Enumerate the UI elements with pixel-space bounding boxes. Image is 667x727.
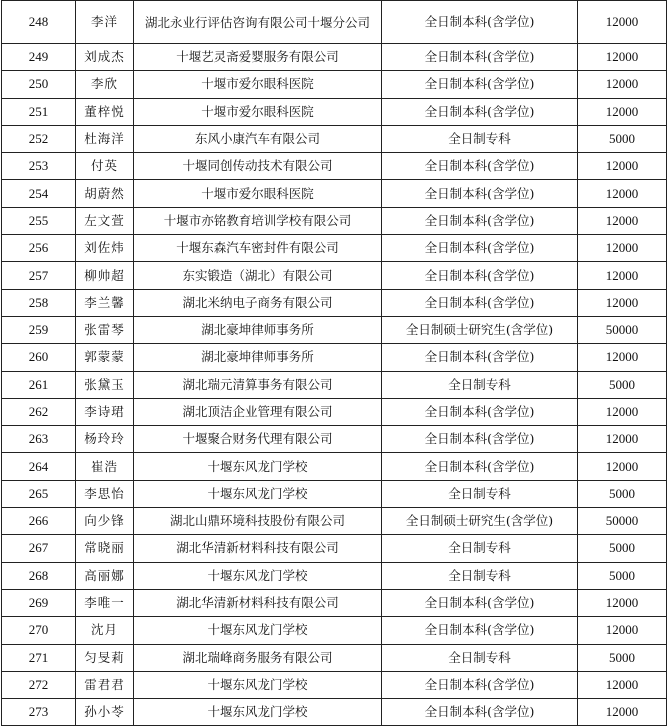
subsidy-table bbox=[1, 0, 667, 726]
row-number: 262 bbox=[2, 398, 76, 425]
person-name: 崔浩 bbox=[76, 453, 134, 480]
person-name: 常晓丽 bbox=[76, 535, 134, 562]
person-name: 匀旻莉 bbox=[76, 644, 134, 671]
employer-name: 湖北永业行评估咨询有限公司十堰分公司 bbox=[134, 1, 382, 44]
row-number: 270 bbox=[2, 617, 76, 644]
education-level: 全日制本科(含学位) bbox=[382, 71, 578, 98]
education-level: 全日制硕士研究生(含学位) bbox=[382, 316, 578, 343]
row-number: 272 bbox=[2, 671, 76, 698]
education-level: 全日制本科(含学位) bbox=[382, 426, 578, 453]
row-number: 250 bbox=[2, 71, 76, 98]
person-name: 付英 bbox=[76, 153, 134, 180]
row-number: 269 bbox=[2, 589, 76, 616]
table-row bbox=[2, 426, 667, 453]
employer-name: 湖北豪坤律师事务所 bbox=[134, 316, 382, 343]
person-name: 张黛玉 bbox=[76, 371, 134, 398]
row-number: 256 bbox=[2, 235, 76, 262]
person-name: 雷君君 bbox=[76, 671, 134, 698]
person-name: 李欣 bbox=[76, 71, 134, 98]
subsidy-amount: 12000 bbox=[578, 398, 667, 425]
subsidy-amount: 12000 bbox=[578, 1, 667, 44]
education-level: 全日制本科(含学位) bbox=[382, 235, 578, 262]
table-row bbox=[2, 235, 667, 262]
subsidy-amount: 12000 bbox=[578, 262, 667, 289]
subsidy-amount: 12000 bbox=[578, 453, 667, 480]
subsidy-amount: 12000 bbox=[578, 207, 667, 234]
row-number: 257 bbox=[2, 262, 76, 289]
table-row bbox=[2, 699, 667, 726]
employer-name: 湖北顶洁企业管理有限公司 bbox=[134, 398, 382, 425]
table-row bbox=[2, 344, 667, 371]
table-row bbox=[2, 316, 667, 343]
employer-name: 十堰东风龙门学校 bbox=[134, 617, 382, 644]
person-name: 董梓悦 bbox=[76, 98, 134, 125]
row-number: 258 bbox=[2, 289, 76, 316]
table-row bbox=[2, 1, 667, 44]
employer-name: 十堰东风龙门学校 bbox=[134, 480, 382, 507]
education-level: 全日制本科(含学位) bbox=[382, 453, 578, 480]
row-number: 248 bbox=[2, 1, 76, 44]
row-number: 263 bbox=[2, 426, 76, 453]
row-number: 259 bbox=[2, 316, 76, 343]
person-name: 郭蒙蒙 bbox=[76, 344, 134, 371]
person-name: 高丽娜 bbox=[76, 562, 134, 589]
education-level: 全日制专科 bbox=[382, 480, 578, 507]
subsidy-amount: 12000 bbox=[578, 617, 667, 644]
education-level: 全日制本科(含学位) bbox=[382, 589, 578, 616]
education-level: 全日制本科(含学位) bbox=[382, 699, 578, 726]
table-row bbox=[2, 617, 667, 644]
table-row bbox=[2, 289, 667, 316]
subsidy-amount: 50000 bbox=[578, 508, 667, 535]
person-name: 刘成杰 bbox=[76, 44, 134, 71]
employer-name: 湖北瑞峰商务服务有限公司 bbox=[134, 644, 382, 671]
row-number: 268 bbox=[2, 562, 76, 589]
person-name: 李兰馨 bbox=[76, 289, 134, 316]
education-level: 全日制专科 bbox=[382, 371, 578, 398]
education-level: 全日制本科(含学位) bbox=[382, 617, 578, 644]
person-name: 孙小苓 bbox=[76, 699, 134, 726]
employer-name: 湖北华清新材料科技有限公司 bbox=[134, 589, 382, 616]
employer-name: 东风小康汽车有限公司 bbox=[134, 125, 382, 152]
row-number: 251 bbox=[2, 98, 76, 125]
subsidy-amount: 12000 bbox=[578, 289, 667, 316]
employer-name: 湖北米纳电子商务有限公司 bbox=[134, 289, 382, 316]
employer-name: 十堰市爱尔眼科医院 bbox=[134, 98, 382, 125]
employer-name: 湖北瑞元清算事务有限公司 bbox=[134, 371, 382, 398]
subsidy-amount: 12000 bbox=[578, 153, 667, 180]
education-level: 全日制本科(含学位) bbox=[382, 44, 578, 71]
table-row bbox=[2, 125, 667, 152]
table-row bbox=[2, 562, 667, 589]
employer-name: 十堰东风龙门学校 bbox=[134, 671, 382, 698]
table-row bbox=[2, 71, 667, 98]
row-number: 255 bbox=[2, 207, 76, 234]
subsidy-amount: 12000 bbox=[578, 98, 667, 125]
subsidy-amount: 12000 bbox=[578, 235, 667, 262]
education-level: 全日制本科(含学位) bbox=[382, 262, 578, 289]
person-name: 张雷琴 bbox=[76, 316, 134, 343]
employer-name: 十堰东风龙门学校 bbox=[134, 699, 382, 726]
table-row bbox=[2, 262, 667, 289]
education-level: 全日制本科(含学位) bbox=[382, 98, 578, 125]
table-row bbox=[2, 535, 667, 562]
person-name: 李唯一 bbox=[76, 589, 134, 616]
row-number: 252 bbox=[2, 125, 76, 152]
education-level: 全日制专科 bbox=[382, 535, 578, 562]
employer-name: 十堰聚合财务代理有限公司 bbox=[134, 426, 382, 453]
education-level: 全日制本科(含学位) bbox=[382, 344, 578, 371]
table-row bbox=[2, 371, 667, 398]
subsidy-amount: 12000 bbox=[578, 671, 667, 698]
education-level: 全日制本科(含学位) bbox=[382, 671, 578, 698]
person-name: 向少锋 bbox=[76, 508, 134, 535]
person-name: 杜海洋 bbox=[76, 125, 134, 152]
row-number: 273 bbox=[2, 699, 76, 726]
employer-name: 十堰市爱尔眼科医院 bbox=[134, 180, 382, 207]
employer-name: 十堰市爱尔眼科医院 bbox=[134, 71, 382, 98]
education-level: 全日制本科(含学位) bbox=[382, 398, 578, 425]
subsidy-amount: 12000 bbox=[578, 699, 667, 726]
person-name: 李洋 bbox=[76, 1, 134, 44]
employer-name: 十堰市亦铭教育培训学校有限公司 bbox=[134, 207, 382, 234]
person-name: 胡蔚然 bbox=[76, 180, 134, 207]
table-row bbox=[2, 644, 667, 671]
subsidy-amount: 5000 bbox=[578, 535, 667, 562]
person-name: 刘佐炜 bbox=[76, 235, 134, 262]
row-number: 261 bbox=[2, 371, 76, 398]
table-row bbox=[2, 98, 667, 125]
row-number: 267 bbox=[2, 535, 76, 562]
subsidy-amount: 12000 bbox=[578, 344, 667, 371]
employer-name: 湖北山鼎环境科技股份有限公司 bbox=[134, 508, 382, 535]
table-row bbox=[2, 180, 667, 207]
row-number: 265 bbox=[2, 480, 76, 507]
employer-name: 十堰东风龙门学校 bbox=[134, 453, 382, 480]
education-level: 全日制硕士研究生(含学位) bbox=[382, 508, 578, 535]
table-row bbox=[2, 589, 667, 616]
row-number: 253 bbox=[2, 153, 76, 180]
person-name: 李诗珺 bbox=[76, 398, 134, 425]
employer-name: 湖北豪坤律师事务所 bbox=[134, 344, 382, 371]
table-row bbox=[2, 207, 667, 234]
row-number: 254 bbox=[2, 180, 76, 207]
education-level: 全日制本科(含学位) bbox=[382, 153, 578, 180]
subsidy-amount: 12000 bbox=[578, 589, 667, 616]
education-level: 全日制本科(含学位) bbox=[382, 207, 578, 234]
employer-name: 十堰东森汽车密封件有限公司 bbox=[134, 235, 382, 262]
education-level: 全日制专科 bbox=[382, 125, 578, 152]
table-body bbox=[2, 1, 667, 726]
education-level: 全日制本科(含学位) bbox=[382, 180, 578, 207]
employer-name: 十堰同创传动技术有限公司 bbox=[134, 153, 382, 180]
row-number: 260 bbox=[2, 344, 76, 371]
employer-name: 湖北华清新材料科技有限公司 bbox=[134, 535, 382, 562]
table-row bbox=[2, 480, 667, 507]
subsidy-amount: 5000 bbox=[578, 125, 667, 152]
subsidy-amount: 5000 bbox=[578, 371, 667, 398]
education-level: 全日制专科 bbox=[382, 644, 578, 671]
person-name: 沈月 bbox=[76, 617, 134, 644]
employer-name: 东实锻造（湖北）有限公司 bbox=[134, 262, 382, 289]
table-row bbox=[2, 508, 667, 535]
subsidy-amount: 12000 bbox=[578, 44, 667, 71]
subsidy-amount: 12000 bbox=[578, 426, 667, 453]
education-level: 全日制专科 bbox=[382, 562, 578, 589]
person-name: 左文萱 bbox=[76, 207, 134, 234]
subsidy-amount: 5000 bbox=[578, 644, 667, 671]
person-name: 李思怡 bbox=[76, 480, 134, 507]
row-number: 264 bbox=[2, 453, 76, 480]
table-row bbox=[2, 44, 667, 71]
table-row bbox=[2, 398, 667, 425]
subsidy-amount: 5000 bbox=[578, 480, 667, 507]
education-level: 全日制本科(含学位) bbox=[382, 289, 578, 316]
subsidy-amount: 12000 bbox=[578, 71, 667, 98]
employer-name: 十堰艺灵斋爱婴服务有限公司 bbox=[134, 44, 382, 71]
subsidy-amount: 12000 bbox=[578, 180, 667, 207]
row-number: 266 bbox=[2, 508, 76, 535]
row-number: 271 bbox=[2, 644, 76, 671]
person-name: 柳帅超 bbox=[76, 262, 134, 289]
table-row bbox=[2, 453, 667, 480]
row-number: 249 bbox=[2, 44, 76, 71]
education-level: 全日制本科(含学位) bbox=[382, 1, 578, 44]
table-row bbox=[2, 153, 667, 180]
subsidy-amount: 5000 bbox=[578, 562, 667, 589]
table-row bbox=[2, 671, 667, 698]
employer-name: 十堰东风龙门学校 bbox=[134, 562, 382, 589]
person-name: 杨玲玲 bbox=[76, 426, 134, 453]
subsidy-amount: 50000 bbox=[578, 316, 667, 343]
